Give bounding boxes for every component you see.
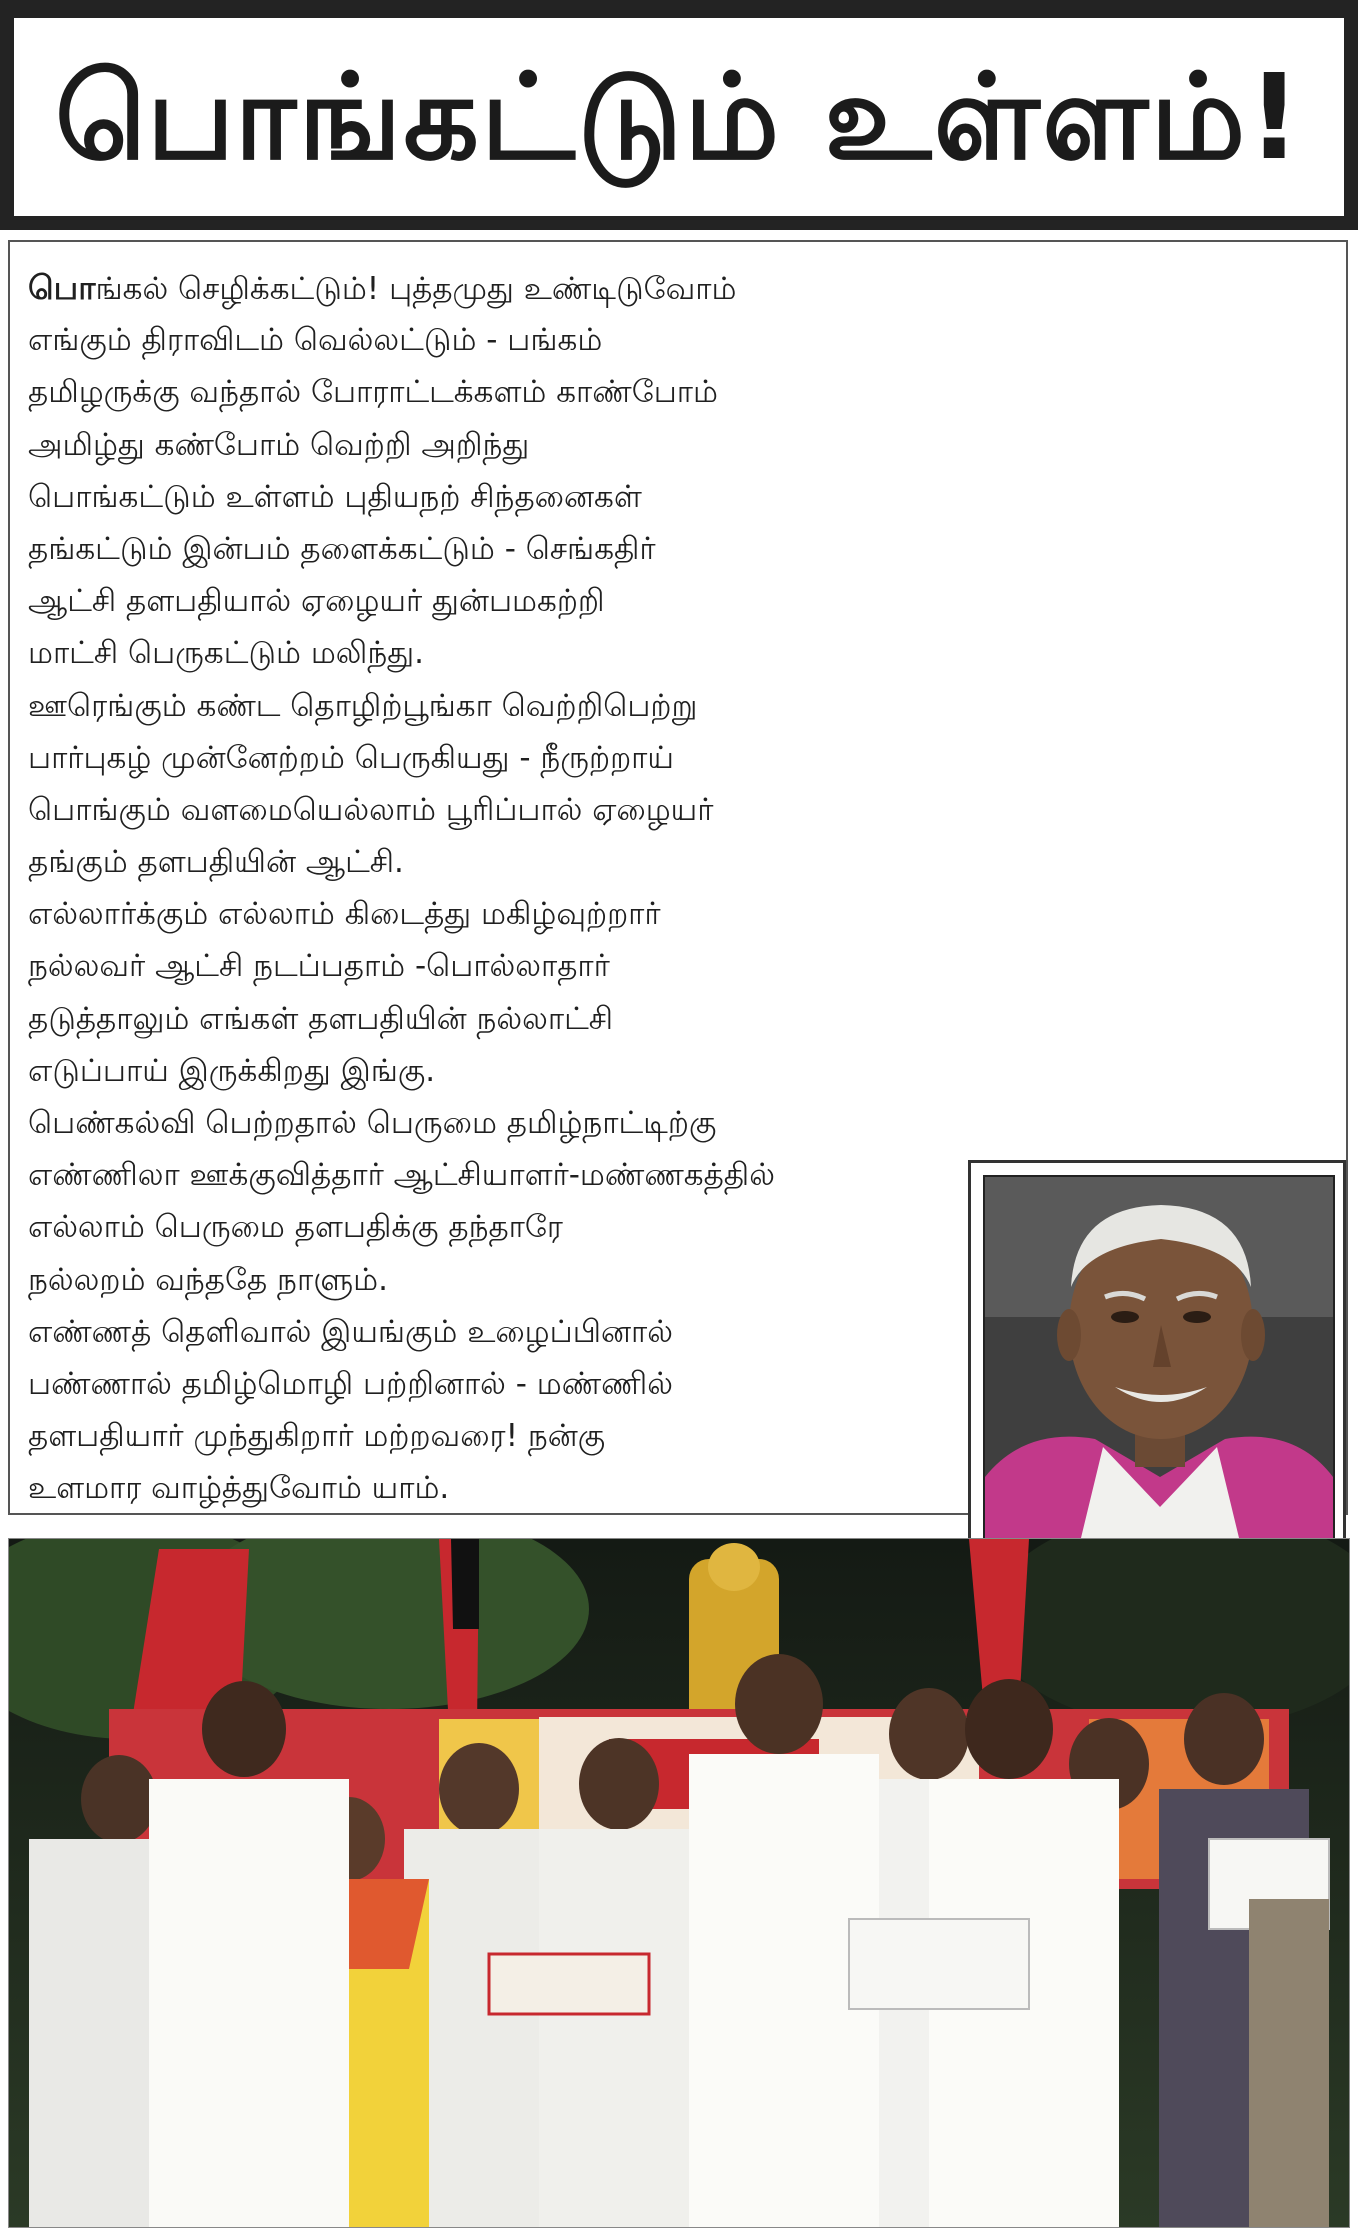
poem-line: தமிழருக்கு வந்தால் போராட்டக்களம் காண்போம் bbox=[28, 374, 718, 411]
poem-line: ஆட்சி தளபதியால் ஏழையர் துன்பமகற்றி bbox=[28, 583, 605, 620]
poem-line: எண்ணிலா ஊக்குவித்தார் ஆட்சியாளர்-மண்ணகத்தில் bbox=[28, 1157, 775, 1194]
poem-line: மாட்சி பெருகட்டும் மலிந்து. bbox=[28, 635, 424, 672]
poem-line: பொங்கும் வளமையெல்லாம் பூரிப்பால் ஏழையர் bbox=[28, 791, 714, 828]
poem-line: தடுத்தாலும் எங்கள் தளபதியின் நல்லாட்சி bbox=[28, 1000, 614, 1037]
poem-line: அமிழ்து கண்போம் வெற்றி அறிந்து bbox=[28, 426, 530, 463]
poem-line: பெண்கல்வி பெற்றதால் பெருமை தமிழ்நாட்டிற்கு bbox=[28, 1105, 717, 1141]
page-title: பொங்கட்டும் உள்ளம்! bbox=[14, 18, 1344, 216]
poet-photo bbox=[983, 1175, 1335, 1573]
poem-text bbox=[28, 262, 978, 1515]
poem-line: எங்கும் திராவிடம் வெல்லட்டும் - பங்கம் bbox=[28, 322, 603, 359]
title-banner bbox=[0, 0, 1358, 230]
poem-line: எண்ணத் தெளிவால் இயங்கும் உழைப்பினால் bbox=[28, 1313, 673, 1350]
poem-line: பொங்கட்டும் உள்ளம் புதியநற் சிந்தனைகள் bbox=[28, 478, 642, 515]
poem-line bbox=[28, 262, 978, 314]
event-photo bbox=[8, 1538, 1350, 2228]
poem-line: தளபதியார் முந்துகிறார் மற்றவரை! நன்கு bbox=[28, 1418, 606, 1455]
poem-line: எல்லாம் பெருமை தளபதிக்கு தந்தாரே bbox=[28, 1209, 563, 1246]
poem-dropcap: பொ bbox=[28, 268, 96, 307]
poem-line: எடுப்பாய் இருக்கிறது இங்கு. bbox=[28, 1052, 436, 1089]
poem-line: தங்கும் தளபதியின் ஆட்சி. bbox=[28, 844, 404, 881]
poem-line: பார்புகழ் முன்னேற்றம் பெருகியது - நீருற்றாய் bbox=[28, 739, 674, 776]
poem-line: நல்லவர் ஆட்சி நடப்பதாம் -பொல்லாதார் bbox=[28, 948, 610, 985]
poem-box bbox=[8, 240, 1348, 1515]
poem-first-line: ங்கல் செழிக்கட்டும்! புத்தமுது உண்டிடுவோம் bbox=[95, 271, 737, 307]
poem-line: பண்ணால் தமிழ்மொழி பற்றினால் - மண்ணில் bbox=[28, 1365, 673, 1402]
poem-line: உளமார வாழ்த்துவோம் யாம். bbox=[28, 1470, 450, 1507]
poem-line: நல்லறம் வந்ததே நாளும். bbox=[28, 1261, 388, 1298]
poem-line: ஊரெங்கும் கண்ட தொழிற்பூங்கா வெற்றிபெற்று bbox=[28, 687, 698, 724]
poem-line: தங்கட்டும் இன்பம் தளைக்கட்டும் - செங்கதிர் bbox=[28, 530, 656, 567]
poem-line: எல்லார்க்கும் எல்லாம் கிடைத்து மகிழ்வுற்றார் bbox=[28, 896, 661, 933]
